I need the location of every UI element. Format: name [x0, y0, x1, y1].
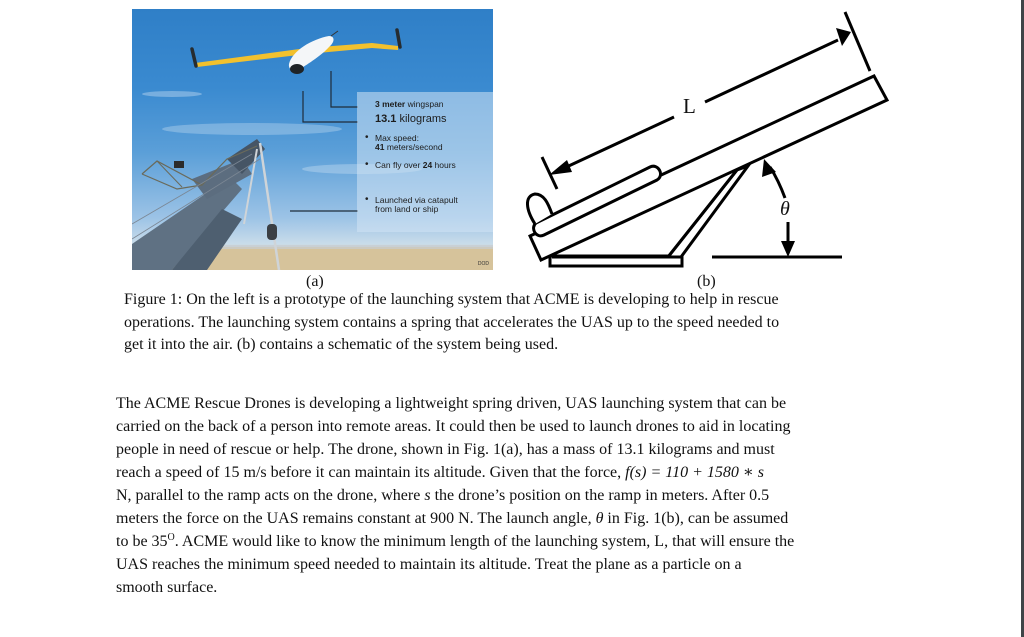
angle-variable: θ — [595, 510, 604, 527]
ramp-diagram — [500, 0, 900, 275]
problem-statement — [116, 392, 916, 599]
position-variable: s — [424, 487, 431, 504]
length-label: L — [683, 94, 696, 118]
wingspan-spec: 3 meter wingspan — [375, 99, 444, 109]
problem-line: reach a speed of 15 m/s before it can maintain its altitude. Given that the force, f(s) = 110 + 1580 ∗ s — [116, 464, 764, 481]
problem-line: The ACME Rescue Drones is developing a lightweight spring driven, UAS launching system that can be — [116, 395, 787, 412]
caption-line: operations. The launching system contains a spring that accelerates the UAS up to the speed needed to — [124, 313, 780, 331]
photo-credit: DOD — [477, 261, 489, 267]
drone-specs-box — [357, 92, 493, 232]
figure-caption — [124, 289, 924, 357]
launch-spec: Launched via catapult from land or ship — [375, 195, 458, 214]
force-equation: f(s) = 110 + 1580 ∗ s — [625, 464, 764, 481]
caption-line: Figure 1: On the left is a prototype of the launching system that ACME is developing to help in rescue — [124, 291, 779, 308]
problem-line: smooth surface. — [116, 579, 218, 596]
caption-line: get it into the air. (b) contains a schematic of the system being used. — [124, 336, 559, 353]
problem-line: people in need of rescue or help. The drone, shown in Fig. 1(a), has a mass of 13.1 kilograms and must — [116, 441, 775, 458]
mass-spec: 13.1 kilograms — [375, 113, 447, 125]
endurance-spec: Can fly over 24 hours — [375, 160, 456, 170]
angle-label: θ — [780, 198, 790, 220]
launch-ramp-schematic — [500, 0, 900, 275]
bullet-icon: • — [365, 194, 369, 205]
speed-spec: Max speed: 41 meters/second — [375, 133, 443, 152]
problem-line: carried on the back of a person into remote areas. It could then be used to launch drones to aid in locating — [116, 418, 791, 435]
bullet-icon: • — [365, 159, 369, 170]
problem-line: to be $35^O$. ACME would like to know the minimum length of the launching system, L, that will ensure the — [116, 532, 795, 550]
problem-line: meters the force on the UAS remains constant at 900 N. The launch angle, θ in Fig. 1(b), can be assumed — [116, 510, 789, 527]
panel-a-label: (a) — [306, 273, 324, 290]
drone-launcher-photo — [132, 9, 493, 270]
problem-line: UAS reaches the minimum speed needed to maintain its altitude. Treat the plane as a particle on a — [116, 556, 742, 573]
panel-b-label: (b) — [697, 273, 716, 290]
degree-symbol: O — [167, 532, 175, 543]
problem-line: N, parallel to the ramp acts on the drone, where s the drone’s position on the ramp in meters. After 0.5 — [116, 487, 770, 504]
bullet-icon: • — [365, 132, 369, 143]
